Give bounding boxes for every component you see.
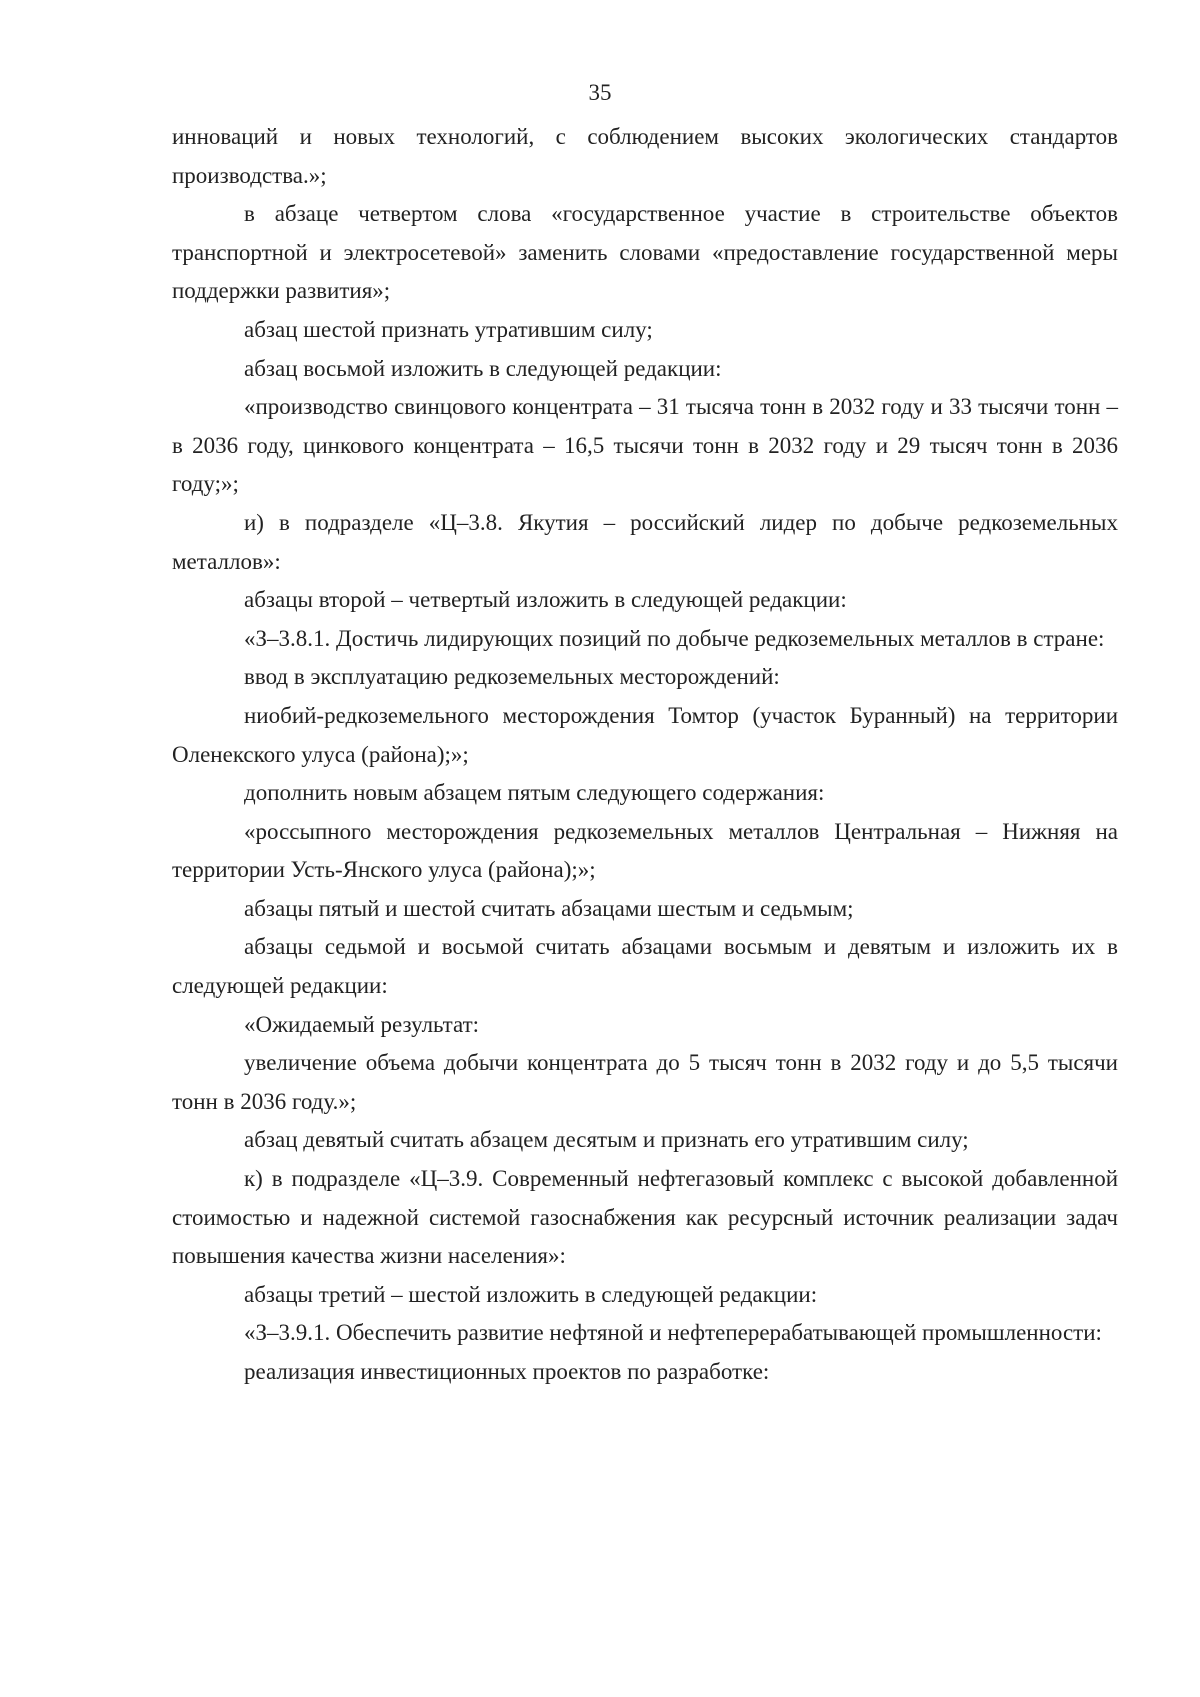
- paragraph: «З–3.9.1. Обеспечить развитие нефтяной и нефтеперерабатывающей промышленности:: [244, 1320, 1102, 1346]
- paragraph: «россыпного месторождения редкоземельных металлов Центральная – Нижняя на территории Усть-Янского улуса (района);»;: [172, 818, 1118, 883]
- paragraph: ввод в эксплуатацию редкоземельных месторождений:: [244, 664, 780, 690]
- paragraph: дополнить новым абзацем пятым следующего содержания:: [244, 780, 825, 806]
- paragraph: и) в подразделе «Ц–3.8. Якутия – российский лидер по добыче редкоземельных металлов»:: [172, 509, 1118, 574]
- paragraph: абзац шестой признать утратившим силу;: [244, 316, 653, 342]
- paragraph: «З–3.8.1. Достичь лидирующих позиций по добыче редкоземельных металлов в стране:: [244, 625, 1105, 651]
- paragraph: «Ожидаемый результат:: [244, 1011, 480, 1037]
- paragraph: абзац девятый считать абзацем десятым и признать его утратившим силу;: [244, 1127, 969, 1153]
- paragraph: ниобий-редкоземельного месторождения Томтор (участок Буранный) на территории Оленекского улуса (района);»;: [172, 702, 1118, 767]
- paragraph: абзацы второй – четвертый изложить в следующей редакции:: [244, 587, 847, 613]
- paragraph: к) в подразделе «Ц–3.9. Современный нефтегазовый комплекс с высокой добавленной стоимостью и надежной системой газоснабжения как ресурсный источник реализации задач повышения качества жизни населения»:: [172, 1166, 1118, 1269]
- paragraph: увеличение объема добычи концентрата до 5 тысяч тонн в 2032 году и до 5,5 тысячи тонн в 2036 году.»;: [172, 1050, 1118, 1114]
- paragraph: абзацы третий – шестой изложить в следующей редакции:: [244, 1281, 818, 1307]
- paragraph: абзац восьмой изложить в следующей редакции:: [244, 355, 722, 381]
- page-number: 35: [588, 80, 612, 105]
- paragraph: в абзаце четвертом слова «государственное участие в строительстве объектов транспортной и электросетевой» заменить словами «предоставление государственной меры поддержки развития»;: [172, 201, 1118, 304]
- paragraph: реализация инвестиционных проектов по разработке:: [244, 1359, 770, 1384]
- paragraph: абзацы седьмой и восьмой считать абзацами восьмым и девятым и изложить их в следующей редакции:: [172, 934, 1118, 999]
- paragraph: инноваций и новых технологий, с соблюдением высоких экологических стандартов производства.»;: [172, 124, 1118, 188]
- paragraph: «производство свинцового концентрата – 31 тысяча тонн в 2032 году и 33 тысячи тонн – в 2036 году, цинкового концентрата – 16,5 тысячи тонн в 2032 году и 29 тысяч тонн в 2036 году;»;: [172, 394, 1118, 497]
- document-body: [172, 118, 1118, 1392]
- paragraph: абзацы пятый и шестой считать абзацами шестым и седьмым;: [244, 895, 854, 921]
